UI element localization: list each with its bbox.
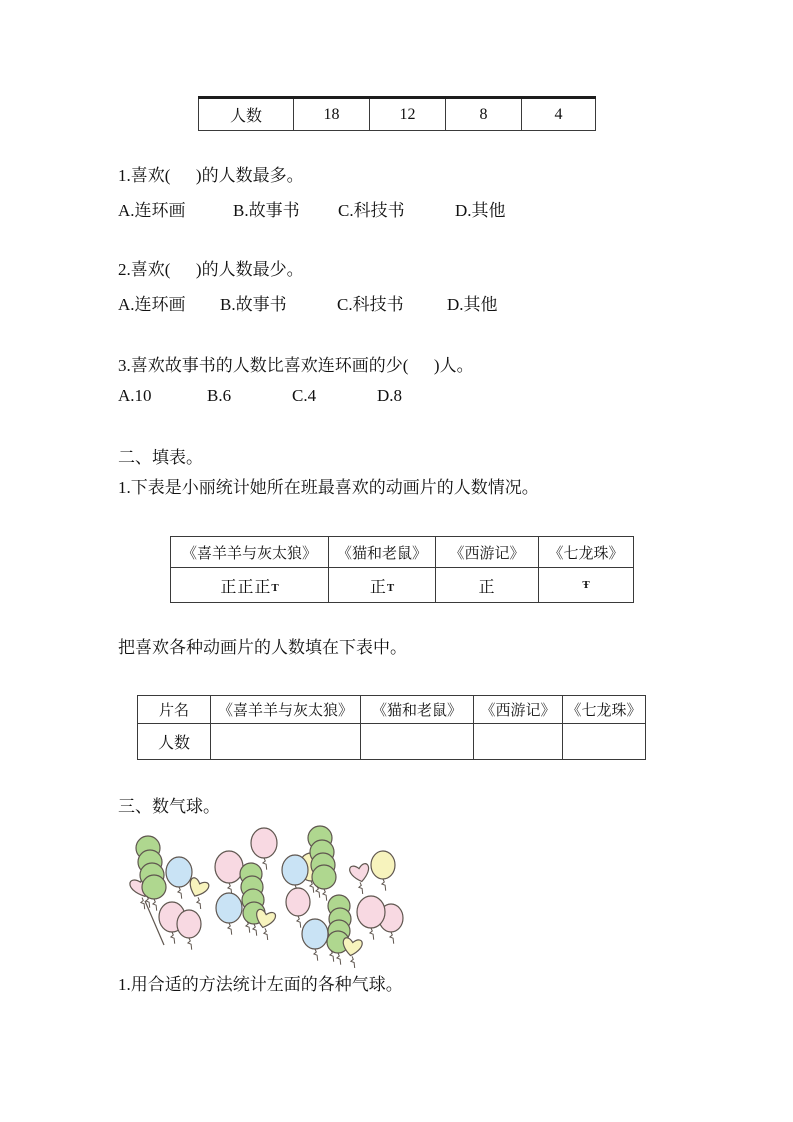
balloon-string	[197, 897, 201, 909]
question-1-text: 1.喜欢( )的人数最多。	[118, 166, 304, 185]
blue-balloon	[282, 855, 308, 885]
question-3-text: 3.喜欢故事书的人数比喜欢连环画的少( )人。	[118, 356, 474, 375]
option-c: C.4	[292, 386, 317, 405]
tally-header-cell: 《西游记》	[436, 537, 539, 568]
green-balloon	[142, 875, 166, 899]
tally-table	[170, 536, 634, 603]
option-b: B.故事书	[233, 201, 300, 220]
balloon-string	[253, 924, 257, 936]
fill-header-cell: 《猫和老鼠》	[361, 696, 474, 724]
count-table-label: 人数	[199, 98, 294, 131]
yellow-heart-balloon	[341, 937, 363, 957]
fill-row-label: 人数	[138, 724, 211, 760]
tally-full-marks: 正	[369, 578, 387, 596]
pink-heart-balloon	[349, 863, 371, 884]
option-b: B.6	[207, 386, 232, 405]
tally-partial-mark: Ŧ	[582, 579, 590, 591]
balloon-string	[153, 899, 157, 911]
option-c: C.科技书	[338, 201, 405, 220]
pink-balloon	[251, 828, 277, 858]
option-a: A.10	[118, 386, 152, 405]
tally-marks-cell	[329, 568, 436, 603]
section2-heading: 二、填表。	[118, 448, 203, 467]
balloon-string	[390, 932, 394, 944]
tally-marks-cell	[539, 568, 634, 603]
option-a: A.连环画	[118, 201, 186, 220]
yellow-balloon	[371, 851, 395, 879]
blue-balloon	[302, 919, 328, 949]
balloon-string	[337, 953, 341, 965]
balloon-string	[359, 882, 363, 894]
pink-balloon	[215, 851, 243, 883]
fill-answer-cell	[361, 724, 474, 760]
count-table-row	[199, 98, 596, 131]
question-2-options	[118, 290, 568, 312]
balloon-string	[297, 916, 301, 928]
section3-heading: 三、数气球。	[118, 797, 220, 816]
tally-partial-mark: T	[271, 581, 279, 594]
blue-balloon	[166, 857, 192, 887]
survey-count-table	[198, 96, 596, 131]
option-d: D.其他	[447, 295, 498, 314]
section2-intro: 1.下表是小丽统计她所在班最喜欢的动画片的人数情况。	[118, 478, 539, 497]
count-table-value: 18	[294, 98, 370, 131]
tally-marks-cell	[171, 568, 329, 603]
count-table-value: 4	[522, 98, 596, 131]
fill-table-answer-row	[138, 724, 646, 760]
pink-balloon	[286, 888, 310, 916]
balloon-string	[171, 932, 175, 944]
option-a: A.连环画	[118, 295, 186, 314]
tally-marks-cell	[436, 568, 539, 603]
tally-full-marks: 正	[478, 578, 496, 596]
pink-balloon	[357, 896, 385, 928]
tally-full-marks: 正正正	[220, 578, 272, 596]
pink-balloon	[177, 910, 201, 938]
question-3-options	[118, 386, 568, 408]
fill-answer-cell	[474, 724, 563, 760]
balloon-string	[188, 938, 192, 950]
balloon-string	[323, 889, 327, 901]
fill-header-cell: 《七龙珠》	[563, 696, 646, 724]
tally-header-cell: 《猫和老鼠》	[329, 537, 436, 568]
blue-balloon	[216, 893, 242, 923]
balloon-string	[141, 898, 145, 910]
fill-table-header-row	[138, 696, 646, 724]
balloon-string	[178, 887, 182, 899]
fill-table	[137, 695, 646, 760]
balloon-string	[370, 928, 374, 940]
tally-header-cell: 《七龙珠》	[539, 537, 634, 568]
balloon-string	[314, 949, 318, 961]
fill-answer-cell	[563, 724, 646, 760]
green-balloon	[312, 865, 336, 889]
option-d: D.8	[377, 386, 403, 405]
balloon-string	[263, 858, 267, 870]
tally-header-cell: 《喜羊羊与灰太狼》	[171, 537, 329, 568]
section3-caption: 1.用合适的方法统计左面的各种气球。	[118, 975, 403, 994]
balloon-figure	[112, 818, 442, 968]
fill-caption: 把喜欢各种动画片的人数填在下表中。	[118, 638, 407, 657]
balloon-string	[351, 956, 355, 968]
option-c: C.科技书	[337, 295, 404, 314]
fill-answer-cell	[211, 724, 361, 760]
tally-table-header-row	[171, 537, 634, 568]
tally-table-marks-row	[171, 568, 634, 603]
count-table-value: 12	[370, 98, 446, 131]
question-1-options	[118, 196, 568, 218]
option-b: B.故事书	[220, 295, 287, 314]
question-2-text: 2.喜欢( )的人数最少。	[118, 260, 304, 279]
balloon-string	[264, 928, 268, 940]
option-d: D.其他	[455, 201, 506, 220]
fill-header-cell: 《西游记》	[474, 696, 563, 724]
count-table-value: 8	[446, 98, 522, 131]
fill-row-label: 片名	[138, 696, 211, 724]
tally-partial-mark: T	[386, 581, 395, 594]
balloon-string	[382, 879, 386, 891]
fill-header-cell: 《喜羊羊与灰太狼》	[211, 696, 361, 724]
balloon-string	[228, 923, 232, 935]
